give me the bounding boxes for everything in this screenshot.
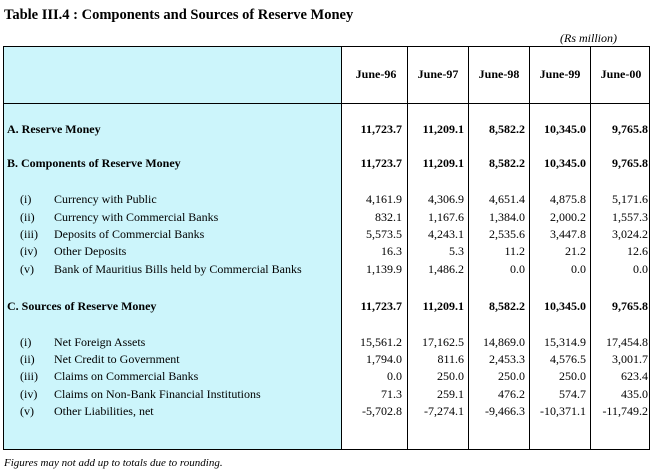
table-cell: 4,243.1 xyxy=(428,227,464,241)
table-row xyxy=(4,352,649,368)
table-cell: 259.1 xyxy=(437,387,464,401)
table-cell: 250.0 xyxy=(437,369,464,383)
table-cell: 811.6 xyxy=(437,352,464,366)
row-label: Other Liabilities, net xyxy=(54,404,154,418)
table-row xyxy=(4,156,649,172)
row-label: Currency with Public xyxy=(54,192,157,206)
table-cell: 5,171.6 xyxy=(612,192,648,206)
section-label: A. Reserve Money xyxy=(7,122,101,136)
row-label: Currency with Commercial Banks xyxy=(54,210,219,224)
table-cell: 14,869.0 xyxy=(483,335,525,349)
table-cell: 10,345.0 xyxy=(544,122,586,136)
row-label: Bank of Mauritius Bills held by Commercial Banks xyxy=(54,262,302,276)
table-cell: 17,454.8 xyxy=(606,335,648,349)
row-number: (iii) xyxy=(20,369,38,383)
row-label: Claims on Non-Bank Financial Institutions xyxy=(54,387,261,401)
table-cell: 11,209.1 xyxy=(422,299,464,313)
table-cell: 250.0 xyxy=(559,369,586,383)
table-cell: 15,561.2 xyxy=(360,335,402,349)
table-cell: 1,486.2 xyxy=(428,262,464,276)
table-cell: 9,765.8 xyxy=(612,156,648,170)
table-row xyxy=(4,369,649,385)
table-cell: 9,765.8 xyxy=(612,122,648,136)
table-cell: 0.0 xyxy=(510,262,525,276)
table-cell: 17,162.5 xyxy=(422,335,464,349)
table-row xyxy=(4,335,649,351)
table-cell: 8,582.2 xyxy=(489,122,525,136)
row-label: Deposits of Commercial Banks xyxy=(54,227,205,241)
table-row xyxy=(4,210,649,226)
row-number: (i) xyxy=(20,335,32,349)
table-cell: 8,582.2 xyxy=(489,156,525,170)
row-label: Other Deposits xyxy=(54,244,127,258)
column-header: June-99 xyxy=(539,67,581,81)
table-row xyxy=(4,227,649,243)
column-header: June-00 xyxy=(600,67,642,81)
table-cell: 2,535.6 xyxy=(489,227,525,241)
table-cell: 11,723.7 xyxy=(360,122,402,136)
table-cell: 4,306.9 xyxy=(428,192,464,206)
table-cell: 2,000.2 xyxy=(550,210,586,224)
table-cell: 9,765.8 xyxy=(612,299,648,313)
column-header: June-98 xyxy=(478,67,520,81)
table-cell: 1,794.0 xyxy=(366,352,402,366)
table-cell: 0.0 xyxy=(633,262,648,276)
section-label: C. Sources of Reserve Money xyxy=(7,299,157,313)
row-number: (v) xyxy=(20,262,34,276)
table-cell: 1,167.6 xyxy=(428,210,464,224)
table-cell: 0.0 xyxy=(571,262,586,276)
table-cell: 4,161.9 xyxy=(366,192,402,206)
table-cell: 11.2 xyxy=(504,244,525,258)
footnote: Figures may not add up to totals due to rounding. xyxy=(4,457,223,469)
table-cell: 11,209.1 xyxy=(422,122,464,136)
unit-label: (Rs million) xyxy=(560,31,617,45)
table-cell: 16.3 xyxy=(381,244,402,258)
header-divider xyxy=(4,103,649,104)
table-cell: -9,466.3 xyxy=(485,404,525,418)
row-number: (iii) xyxy=(20,227,38,241)
row-number: (ii) xyxy=(20,352,35,366)
table-cell: -11,749.2 xyxy=(602,404,648,418)
table-row xyxy=(4,244,649,260)
table-row xyxy=(4,122,649,138)
section-label: B. Components of Reserve Money xyxy=(7,156,181,170)
table-cell: -7,274.1 xyxy=(424,404,464,418)
table-cell: 5.3 xyxy=(449,244,464,258)
column-header: June-97 xyxy=(417,67,459,81)
table-cell: 250.0 xyxy=(498,369,525,383)
table-cell: 1,139.9 xyxy=(366,262,402,276)
column-header: June-96 xyxy=(355,67,397,81)
table-row xyxy=(4,404,649,420)
table-cell: 623.4 xyxy=(621,369,648,383)
table-row xyxy=(4,387,649,403)
table-cell: 11,209.1 xyxy=(422,156,464,170)
table-cell: 832.1 xyxy=(375,210,402,224)
table-cell: 574.7 xyxy=(559,387,586,401)
table-cell: 5,573.5 xyxy=(366,227,402,241)
table-cell: 476.2 xyxy=(498,387,525,401)
table-cell: 1,384.0 xyxy=(489,210,525,224)
row-label: Net Credit to Government xyxy=(54,352,180,366)
row-label: Claims on Commercial Banks xyxy=(54,369,199,383)
table-cell: 12.6 xyxy=(627,244,648,258)
table-cell: 10,345.0 xyxy=(544,156,586,170)
table-cell: 71.3 xyxy=(381,387,402,401)
table-cell: -10,371.1 xyxy=(540,404,586,418)
table-cell: 10,345.0 xyxy=(544,299,586,313)
table-cell: 3,447.8 xyxy=(550,227,586,241)
table-cell: 11,723.7 xyxy=(360,156,402,170)
row-number: (v) xyxy=(20,404,34,418)
table-cell: 11,723.7 xyxy=(360,299,402,313)
table-row xyxy=(4,299,649,315)
table-cell: 21.2 xyxy=(565,244,586,258)
table-cell: 3,024.2 xyxy=(612,227,648,241)
table-cell: 0.0 xyxy=(387,369,402,383)
row-label: Net Foreign Assets xyxy=(54,335,146,349)
row-number: (iv) xyxy=(20,387,38,401)
table-title: Table III.4 : Components and Sources of Reserve Money xyxy=(4,7,354,23)
data-table xyxy=(3,46,650,450)
table-cell: 2,453.3 xyxy=(489,352,525,366)
table-cell: 3,001.7 xyxy=(612,352,648,366)
table-cell: 435.0 xyxy=(621,387,648,401)
table-cell: 4,875.8 xyxy=(550,192,586,206)
table-cell: 4,576.5 xyxy=(550,352,586,366)
row-number: (i) xyxy=(20,192,32,206)
table-row xyxy=(4,192,649,208)
table-cell: 8,582.2 xyxy=(489,299,525,313)
table-cell: 15,314.9 xyxy=(544,335,586,349)
row-number: (ii) xyxy=(20,210,35,224)
table-cell: 4,651.4 xyxy=(489,192,525,206)
table-cell: 1,557.3 xyxy=(612,210,648,224)
table-cell: -5,702.8 xyxy=(362,404,402,418)
row-number: (iv) xyxy=(20,244,38,258)
table-row xyxy=(4,262,649,278)
